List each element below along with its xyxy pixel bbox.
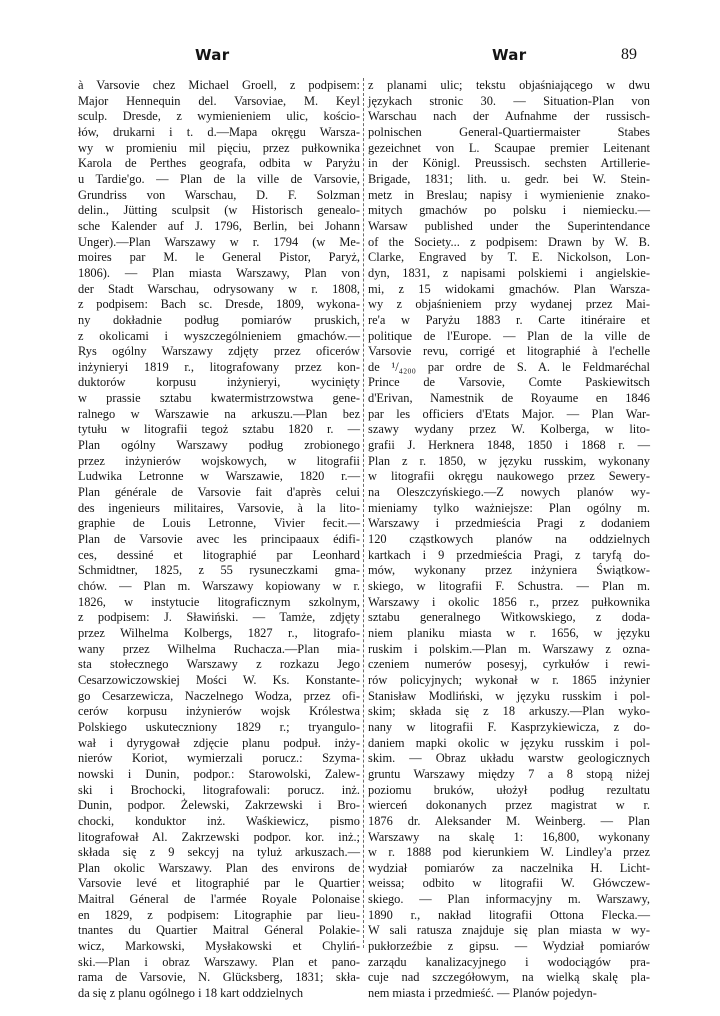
text-line: delin., Jütting sculpsit (w Historisch genealo- bbox=[78, 203, 360, 218]
text-line: sculp. Dresde, z wymienieniem ulic, kościo- bbox=[78, 109, 360, 124]
text-line: go Cesarzewicza, Naczelnego Wodza, przez ofi- bbox=[78, 688, 360, 703]
text-line: szawy wydany przez W. Kolberga, w lito- bbox=[368, 422, 650, 437]
text-line: of the Society... z podpisem: Drawn by W. B. bbox=[368, 234, 650, 249]
header-right-word: War bbox=[492, 46, 527, 64]
text-line: 1826, w instytucie litograficznym szkolnym, bbox=[78, 594, 360, 609]
text-line: nowski i Dunin, podpor.: Starowolski, Zalew- bbox=[78, 766, 360, 781]
header-left-word: War bbox=[195, 46, 230, 64]
text-line: Plan z r. 1850, w języku russkim, wykonany bbox=[368, 453, 650, 468]
text-line: in der Königl. Preussisch. sechsten Artillerie- bbox=[368, 156, 650, 171]
text-line: Dunin, podpor. Żelewski, Zakrzewski i Bro- bbox=[78, 798, 360, 813]
text-line: sztabu generalnego Witkowskiego, z doda- bbox=[368, 610, 650, 625]
text-line: Maitral Géneral de l'armée Royale Polonaise bbox=[78, 892, 360, 907]
text-line: moires par M. le General Pistor, Paryż, bbox=[78, 250, 360, 265]
text-line: z planami ulic; tekstu objaśniającego w dwu bbox=[368, 78, 650, 92]
text-line: chocki, konduktor inż. Waśkiewicz, pismo bbox=[78, 813, 360, 828]
page-header bbox=[0, 46, 720, 68]
text-line: wydział pomiarów za naczelnika H. Licht- bbox=[368, 860, 650, 875]
text-line: ny dokładnie podług pomiarów pruskich, bbox=[78, 312, 360, 327]
text-line: dyn, 1831, z napisami polskiemi i angielskie- bbox=[368, 265, 650, 280]
text-line: weissa; odbito w litografii W. Główczew- bbox=[368, 876, 650, 891]
text-line: mów, wykonany przez inżyniera Świątkow- bbox=[368, 563, 650, 578]
text-line: na Oleszczyńskiego.—Z nowych planów wy- bbox=[368, 485, 650, 500]
text-line: Ludwika Letronne w Warszawie, 1820 r.— bbox=[78, 469, 360, 484]
text-line: Warsaw published under the Superintendance bbox=[368, 218, 650, 233]
text-line: en 1829, z podpisem: Litographie par lieu- bbox=[78, 907, 360, 922]
text-line: Plan okolic Warszawy. Plan des environs de bbox=[78, 860, 360, 875]
text-line: d'Erivan, Namestnik de Royaume en 1846 bbox=[368, 391, 650, 406]
text-line: 1890 r., nakład litografii Ottona Flecka.— bbox=[368, 907, 650, 922]
text-line: Brigade, 1831; lith. u. gedr. bei W. Stein- bbox=[368, 171, 650, 186]
text-line: nem miasta i przedmieść. — Planów pojedyn- bbox=[368, 986, 597, 1001]
text-line: Unger).—Plan Warszawy w r. 1794 (w Me- bbox=[78, 234, 360, 249]
text-line: mieniamy tylko ważniejsze: Plan ogólny m. bbox=[368, 500, 650, 515]
text-line: u Tardie'go. — Plan de la ville de Varsovie, bbox=[78, 171, 360, 186]
text-line: wy z objaśnieniem przy wydanej przez Mai- bbox=[368, 297, 650, 312]
text-line: łów, drukarni i t. d.—Mapa okręgu Warsza- bbox=[78, 124, 360, 139]
text-line: à Varsovie chez Michael Groell, z podpisem: bbox=[78, 78, 360, 92]
text-line: ces, dessiné et litographié par Leonhard bbox=[78, 547, 360, 562]
left-text-column bbox=[78, 78, 360, 1002]
text-line: 1876 dr. Aleksander M. Weinberg. — Plan bbox=[368, 813, 650, 828]
text-line: re'a w Paryżu 1883 r. Carte itinéraire et bbox=[368, 312, 650, 327]
text-line: ski.—Plan i obraz Warszawy. Plan et pano- bbox=[78, 954, 360, 969]
right-text-column bbox=[368, 78, 650, 1002]
text-line: w prassie sztabu kwatermistrzowstwa gene- bbox=[78, 391, 360, 406]
text-line: Schmidtner, 1825, z 55 rysuneczkami gma- bbox=[78, 563, 360, 578]
text-line: politique de l'Europe. — Plan de la ville de bbox=[368, 328, 650, 343]
text-line: graphie de Louis Letronne, Vivier fecit.— bbox=[78, 516, 360, 531]
text-line: niem planiku miasta w r. 1656, w języku bbox=[368, 625, 650, 640]
column-divider bbox=[363, 78, 364, 948]
text-line: tytułu w litografii tegoż sztabu 1820 r. — bbox=[78, 422, 360, 437]
text-line: czeniem numerów posesyj, cyrkułów i rewi- bbox=[368, 657, 650, 672]
text-line: Plan générale de Varsovie fait d'après celui bbox=[78, 485, 360, 500]
text-line: de ¹/₄₂₀₀ par ordre de S. A. le Feldmaréchal bbox=[368, 359, 650, 374]
text-line: skim. — Obraz układu warstw geologicznych bbox=[368, 751, 650, 766]
text-line: ruskim i polskim.—Plan m. Warszawy z ozna- bbox=[368, 641, 650, 656]
text-line: Karola de Perthes geografa, odbita w Paryżu bbox=[78, 156, 360, 171]
text-line: tnantes du Quartier Maitral Géneral Polakie- bbox=[78, 923, 360, 938]
text-line: duktorów korpusu inżynieryi, wycinięty bbox=[78, 375, 360, 390]
text-line: Clarke, Engraved by T. E. Nickolson, Lon- bbox=[368, 250, 650, 265]
text-line: Polskiego uskuteczniony 1829 r.; tryangulo- bbox=[78, 719, 360, 734]
text-line: Varsovie revu, corrigé et litographié à l'echelle bbox=[368, 344, 650, 359]
text-line: Grundriss von Warschau, D. F. Solzman bbox=[78, 187, 360, 202]
text-line: Warszawy i przedmieścia Pragi z dodaniem bbox=[368, 516, 650, 531]
text-line: gezeichnet von L. Scaupae premier Leitenant bbox=[368, 140, 650, 155]
text-line: cuje nad szczegółowym, na wielką skalę pla- bbox=[368, 970, 650, 985]
text-line: zarządu kanalizacyjnego i wodociągów pra- bbox=[368, 954, 650, 969]
text-line: Warschau nach der Aufnahme der russisch- bbox=[368, 109, 650, 124]
text-line: cerów korpusu inżynierów wojsk Królestwa bbox=[78, 704, 360, 719]
text-line: przez inżynierów wojskowych, w litografii bbox=[78, 453, 360, 468]
text-line: składa się z 9 sekcyj na tyluż arkuszach.— bbox=[78, 845, 360, 860]
text-line: Rys ogólny Warszawy zdjęty przez oficerów bbox=[78, 344, 360, 359]
text-line: Stanisław Modliński, w języku russkim i pol- bbox=[368, 688, 650, 703]
text-line: poziomu bruków, ułożył podług rezultatu bbox=[368, 782, 650, 797]
text-line: polnischen General-Quartiermaister Stabes bbox=[368, 124, 650, 139]
text-line: par les officiers d'Etats Major. — Plan War- bbox=[368, 406, 650, 421]
text-line: Plan de Varsovie avec les principaaux édifi- bbox=[78, 532, 360, 547]
text-line: daniem mapki okolic w języku russkim i pol- bbox=[368, 735, 650, 750]
text-line: chów. — Plan m. Warszawy kopiowany w r. bbox=[78, 579, 360, 593]
text-line: przez Wilhelma Kolbergs, 1827 r., litografo- bbox=[78, 625, 360, 640]
text-line: wicz, Markowski, Mysłakowski et Chyliń- bbox=[78, 939, 360, 954]
text-line: 1806). — Plan miasta Warszawy, Plan von bbox=[78, 265, 360, 280]
text-line: mitych gmachów po polsku i niemiecku.— bbox=[368, 203, 650, 218]
text-line: nierów Koriot, wymierzali porucz.: Szyma- bbox=[78, 751, 360, 766]
text-line: wał i dyrygował zdjęcie planu podpuł. inży- bbox=[78, 735, 360, 750]
text-line: wierceń dokonanych przez magistrat w r. bbox=[368, 798, 650, 813]
text-line: rów policyjnych; wykonał w r. 1865 inżynier bbox=[368, 672, 650, 687]
text-line: gruntu Warszawy między 7 a 8 stopą niżej bbox=[368, 766, 650, 781]
text-line: W sali ratusza znajduje się plan miasta w wy- bbox=[368, 923, 650, 938]
text-line: rama de Varsovie, N. Glücksberg, 1831; skła- bbox=[78, 970, 360, 985]
text-line: 120 cząstkowych planów na oddzielnych bbox=[368, 532, 650, 547]
text-line: Major Hennequin del. Varsoviae, M. Keyl bbox=[78, 93, 360, 108]
text-line: inżynieryi 1819 r., litografowany przez kon- bbox=[78, 359, 360, 374]
text-line: skiego. — Plan informacyjny m. Warszawy, bbox=[368, 892, 650, 907]
text-line: nany w litografii F. Kasprzykiewicza, z do- bbox=[368, 719, 650, 734]
text-line: skiego, w litografii F. Schustra. — Plan m. bbox=[368, 579, 650, 593]
text-line: wany przez Wilhelma Ruchacza.—Plan mia- bbox=[78, 641, 360, 656]
text-line: der Stadt Warschau, odrysowany w r. 1808, bbox=[78, 281, 360, 296]
text-line: z okolicami i wyszczególnieniem gmachów.— bbox=[78, 328, 360, 343]
text-line: wy w promieniu mil pięciu, przez pułkownika bbox=[78, 140, 360, 155]
text-line: w r. 1888 pod kierunkiem W. Lindley'a przez bbox=[368, 845, 650, 860]
page-number: 89 bbox=[621, 46, 637, 63]
text-line: kartkach i 9 przedmieścia Pragi, z taryfą do- bbox=[368, 547, 650, 562]
text-line: da się z planu ogólnego i 18 kart oddzielnych bbox=[78, 986, 304, 1001]
text-line: pukłorzeźbie z gipsu. — Wydział pomiarów bbox=[368, 939, 650, 954]
text-line: litografował Al. Zakrzewski podpor. kor. inż.; bbox=[78, 829, 360, 844]
text-line: metz in Breslau; napisy i wymienienie znako- bbox=[368, 187, 650, 202]
text-line: Warszawy i okolic 1856 r., przez pułkownika bbox=[368, 594, 650, 609]
text-line: mi, z 15 widokami gmachów. Plan Warsza- bbox=[368, 281, 650, 296]
text-line: językach stronic 30. — Situation-Plan von bbox=[368, 93, 650, 108]
text-line: sta stołecznego Warszawy z rozkazu Jego bbox=[78, 657, 360, 672]
text-line: Warszawy na skalę 1: 16,800, wykonany bbox=[368, 829, 650, 844]
text-line: ski i Brochocki, litografowali: porucz. inż. bbox=[78, 782, 360, 797]
text-line: des ingenieurs militaires, Varsovie, à la lito- bbox=[78, 500, 360, 515]
text-line: Cesarzowiczowskiej Mości W. Ks. Konstante- bbox=[78, 672, 360, 687]
text-line: Plan ogólny Warszawy podług zrobionego bbox=[78, 438, 360, 453]
text-line: skim; składa się z 18 arkuszy.—Plan wyko- bbox=[368, 704, 650, 719]
text-line: Varsovie levé et litographié par le Quartier bbox=[78, 876, 360, 891]
text-line: sche Kalender auf J. 1796, Berlin, bei Johann bbox=[78, 218, 360, 233]
text-line: grafii J. Herknera 1848, 1850 i 1868 r. — bbox=[368, 438, 650, 453]
text-line: z podpisem: Bach sc. Dresde, 1809, wykona- bbox=[78, 297, 360, 312]
text-line: z podpisem: J. Sławiński. — Tamże, zdjęty bbox=[78, 610, 360, 625]
text-line: ralnego w Warszawie na arkuszu.—Plan bez bbox=[78, 406, 360, 421]
text-line: Prince de Varsovie, Comte Paskiewitsch bbox=[368, 375, 650, 390]
text-line: w litografii okręgu naukowego przez Sewery- bbox=[368, 469, 650, 484]
